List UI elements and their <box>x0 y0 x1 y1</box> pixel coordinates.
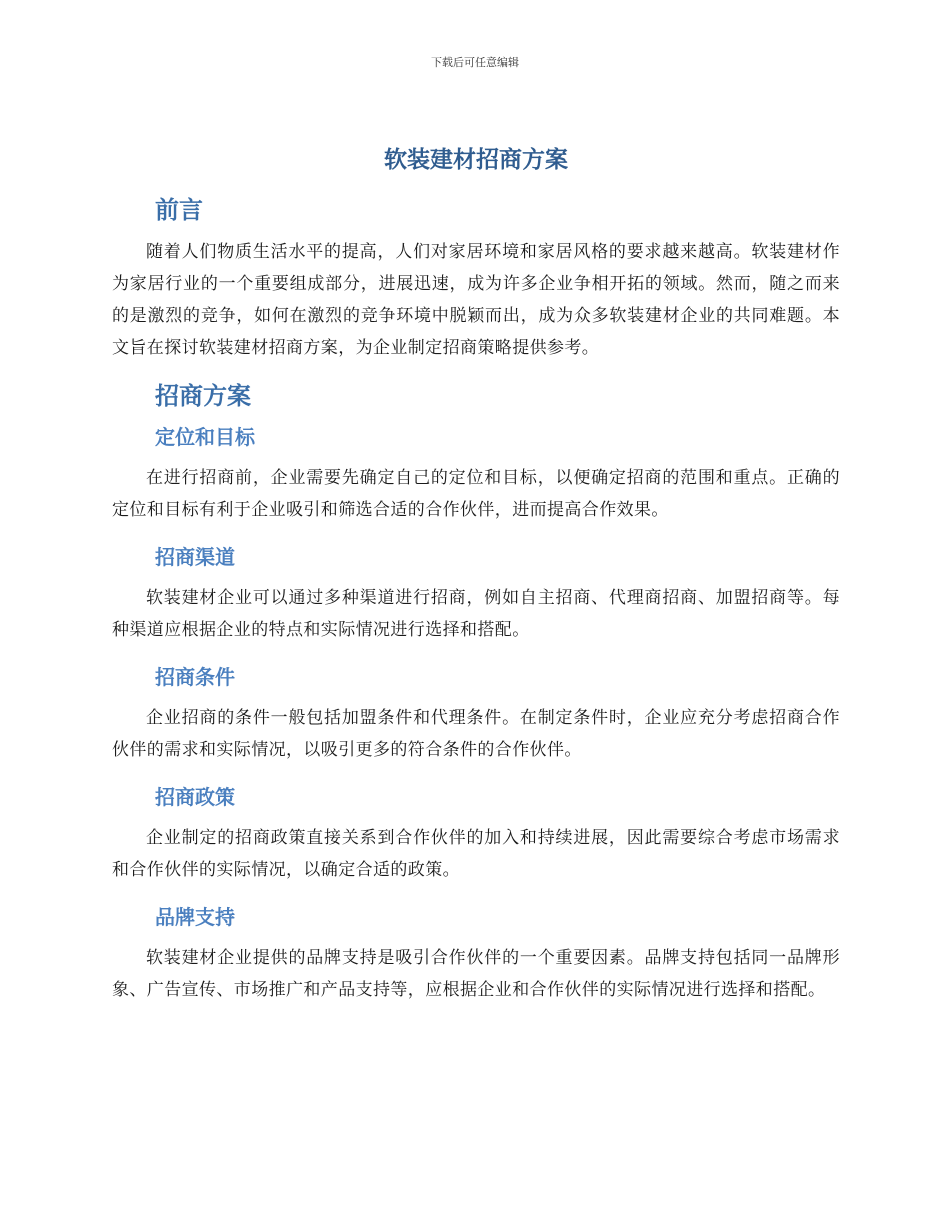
section-paragraph: 企业制定的招商政策直接关系到合作伙伴的加入和持续进展，因此需要综合考虑市场需求和合作伙伴的实际情况，以确定合适的政策。 <box>112 828 840 880</box>
section-paragraph: 软装建材企业提供的品牌支持是吸引合作伙伴的一个重要因素。品牌支持包括同一品牌形象、广告宣传、市场推广和产品支持等，应根据企业和合作伙伴的实际情况进行选择和搭配。 <box>112 948 840 1000</box>
section-channels <box>112 542 840 646</box>
intro-paragraph: 随着人们物质生活水平的提高，人们对家居环境和家居风格的要求越来越高。软装建材作为家居行业的一个重要组成部分，进展迅速，成为许多企业争相开拓的领域。然而，随之而来的是激烈的竞争，如何在激烈的竞争环境中脱颖而出，成为众多软装建材企业的共同难题。本文旨在探讨软装建材招商方案，为企业制定招商策略提供参考。 <box>112 242 840 358</box>
heading-intro: 前言 <box>155 196 203 224</box>
section-heading: 招商渠道 <box>155 545 235 569</box>
section-positioning <box>112 422 840 526</box>
header-note: 下载后可任意编辑 <box>431 56 519 69</box>
section-conditions <box>112 662 840 766</box>
document-body <box>112 142 840 1016</box>
section-policy <box>112 782 840 886</box>
section-brand-support <box>112 902 840 1006</box>
document-title: 软装建材招商方案 <box>384 147 568 173</box>
heading-plan: 招商方案 <box>155 382 251 410</box>
section-paragraph: 在进行招商前，企业需要先确定自己的定位和目标，以便确定招商的范围和重点。正确的定位和目标有利于企业吸引和筛选合适的合作伙伴，进而提高合作效果。 <box>112 468 840 520</box>
section-heading: 定位和目标 <box>155 425 255 449</box>
section-heading: 品牌支持 <box>155 905 235 929</box>
section-heading: 招商政策 <box>155 785 235 809</box>
section-heading: 招商条件 <box>155 665 235 689</box>
section-paragraph: 企业招商的条件一般包括加盟条件和代理条件。在制定条件时，企业应充分考虑招商合作伙伴的需求和实际情况，以吸引更多的符合条件的合作伙伴。 <box>112 708 840 760</box>
section-paragraph: 软装建材企业可以通过多种渠道进行招商，例如自主招商、代理商招商、加盟招商等。每种渠道应根据企业的特点和实际情况进行选择和搭配。 <box>112 588 840 640</box>
